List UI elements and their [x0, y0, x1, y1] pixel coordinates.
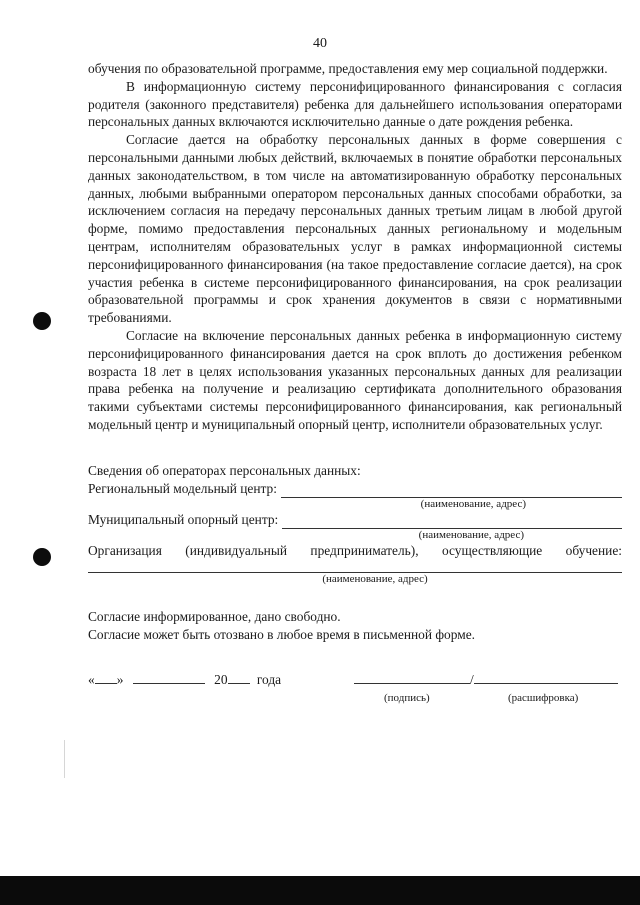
consent-line-1: Согласие информированное, дано свободно. [88, 608, 341, 624]
paragraph-2: В информационную систему персонифицированного финансирования с согласия родителя (законного представителя) ребенка для дальнейшего использования операторами персональных данных включаются исключительно данные о дате рождения ребенка. [88, 78, 622, 130]
municipal-center-field[interactable] [282, 515, 622, 529]
punch-hole-bottom [33, 548, 51, 566]
operators-heading: Сведения об операторах персональных данных: [88, 462, 361, 478]
municipal-center-hint: (наименование, адрес) [418, 528, 524, 541]
consent-section [88, 608, 622, 644]
date-open-quote: « [88, 671, 95, 687]
signature-hint: (подпись) [384, 691, 430, 704]
signature-hints [88, 690, 622, 704]
punch-hole-top [33, 312, 51, 330]
year-field[interactable] [228, 670, 250, 684]
page-number: 40 [313, 36, 327, 51]
signature-separator: / [470, 671, 474, 687]
operators-section [88, 462, 622, 586]
organization-hint: (наименование, адрес) [322, 572, 428, 585]
day-field[interactable] [95, 670, 117, 684]
transcript-field[interactable] [474, 670, 618, 684]
year-prefix: 20 [214, 671, 228, 687]
consent-line-2: Согласие может быть отозвано в любое время в письменной форме. [88, 626, 476, 642]
signature-field[interactable] [354, 670, 470, 684]
scan-bottom-edge [0, 876, 640, 905]
regional-center-label: Региональный модельный центр: [88, 480, 277, 496]
paragraph-3: Согласие дается на обработку персональных данных в форме совершения с персональными данными любых действий, включаемых в понятие обработки персональных данных законодательством, в том числе на автоматизированную обработку персональных данных, любыми выбранными оператором персональных данных способами обработки, за исключением согласия на передачу персональных данных третьим лицам в любой другой форме, помимо предоставления персональных данных региональному и модельным центрам, исполнителям образовательных услуг в рамках информационной системы персонифицированного финансирования (на такое предоставление согласие дается), на срок участия ребенка в системе персонифицированного финансирования, на срок реализации образовательной программы и срок хранения документов в связи с нормативными требованиями. [88, 132, 622, 326]
municipal-center-label: Муниципальный опорный центр: [88, 511, 279, 527]
date-signature-row [88, 670, 622, 690]
organization-label: Организация (индивидуальный предприниматель), осуществляющие обучение: [88, 542, 622, 558]
transcript-hint: (расшифровка) [508, 691, 579, 704]
date-close-quote: » [116, 671, 124, 687]
paragraph-1: обучения по образовательной программе, предоставления ему мер социальной поддержки. [88, 61, 608, 76]
regional-center-field[interactable] [281, 484, 622, 498]
month-field[interactable] [133, 670, 205, 684]
organization-field[interactable] [88, 560, 622, 573]
regional-center-hint: (наименование, адрес) [420, 497, 526, 510]
paragraph-4: Согласие на включение персональных данных ребенка в информационную систему персонифицированного финансирования дается на срок вплоть до достижения ребенком возраста 18 лет в целях использования указанных персональных данных для реализации права ребенка на получение и реализацию сертификата дополнительного образования такими субъектами системы персонифицированного финансирования, как региональный модельный центр и муниципальный опорный центр, исполнители образовательных услуг. [88, 327, 622, 432]
municipal-center-row [88, 511, 622, 529]
regional-center-row [88, 480, 622, 498]
document-body [88, 60, 622, 704]
year-suffix: года [256, 671, 282, 687]
scan-edge-mark [64, 740, 65, 778]
